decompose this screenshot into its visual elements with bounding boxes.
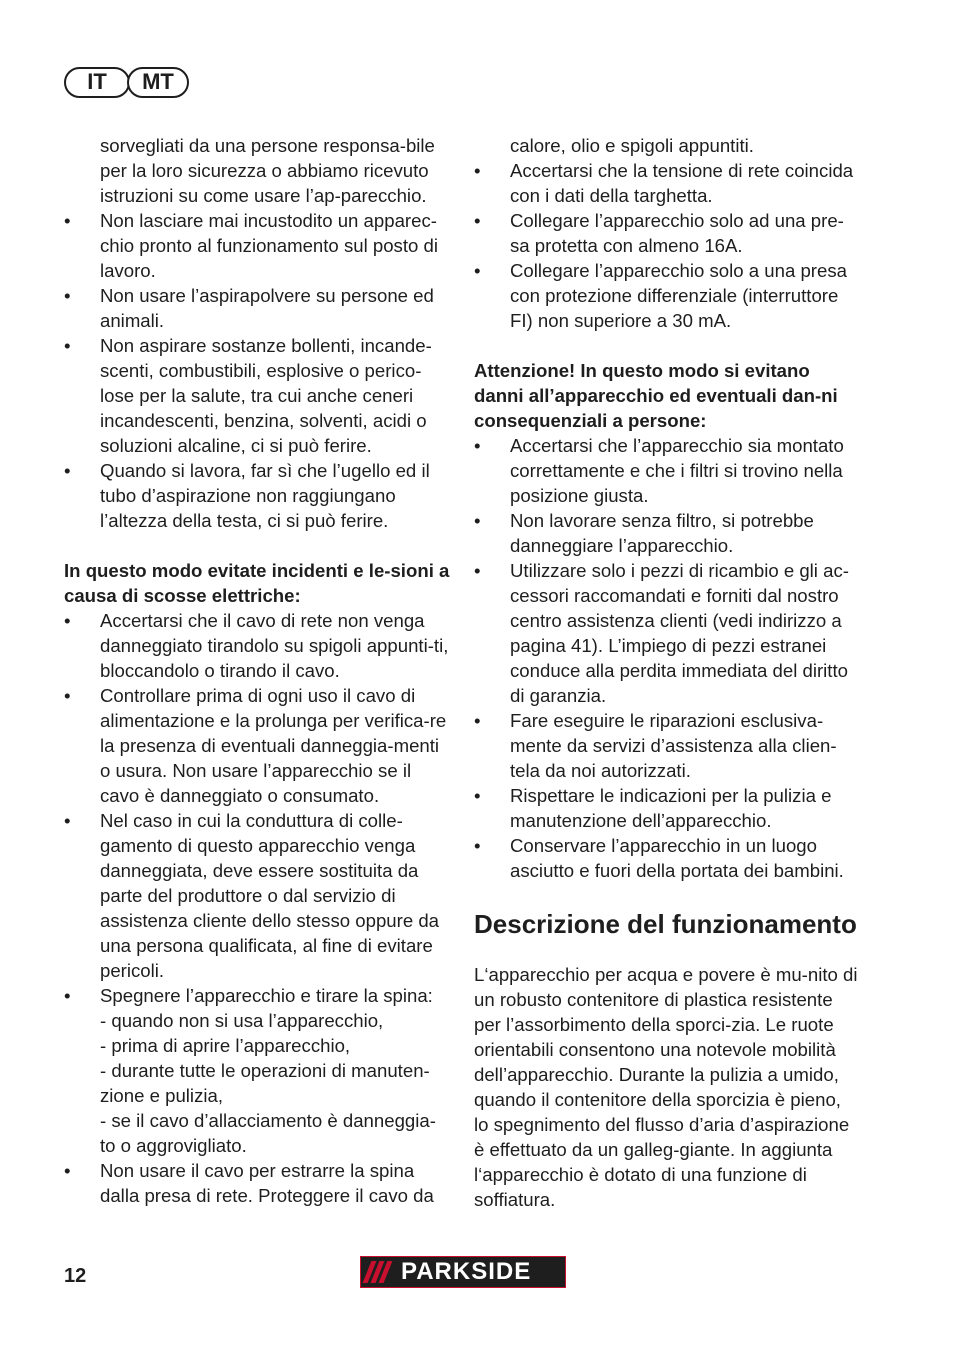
list-item: • Collegare l’apparecchio solo ad una pre-sa protetta con almeno 16A. [474,210,844,256]
intro-continuation: sorvegliati da una persone responsa-bile per la loro sicurezza o abbiamo ricevuto istruzioni su come usare l’ap-parecchio. [100,135,435,206]
list-item: • Accertarsi che il cavo di rete non venga danneggiato tirandolo su spigoli appunti-ti, bloccandolo o tirando il cavo. [64,610,449,681]
list-item: • Quando si lavora, far sì che l’ugello ed il tubo d’aspirazione non raggiungano l’altezza della testa, ci si può ferire. [64,460,430,531]
bullet-icon: • [64,285,71,306]
switch-off-item: - quando non si usa l’apparecchio, [100,1010,384,1031]
right-continuation: calore, olio e spigoli appuntiti. [510,135,754,156]
bullet-icon: • [64,460,71,481]
switch-off-item: - se il cavo d’allacciamento è danneggia-to o aggrovigliato. [100,1110,436,1156]
list-item: • Accertarsi che la tensione di rete coincida con i dati della targhetta. [474,160,854,206]
list-item: • Non lasciare mai incustodito un apparec-chio pronto al funzionamento sul posto di lavoro. [64,210,439,281]
brand-name: PARKSIDE [401,1258,532,1285]
bullet-icon: • [474,560,481,581]
left-column [64,133,450,1208]
parkside-logo [360,1256,566,1288]
attention-heading: Attenzione! In questo modo si evitano danni all’apparecchio ed eventuali dan-ni consequenziali a persone: [474,360,838,431]
bullet-icon: • [474,835,481,856]
safety-list-1 [64,208,450,533]
bullet-icon: • [64,610,71,631]
bullet-icon: • [474,160,481,181]
list-item: • Non usare il cavo per estrarre la spina dalla presa di rete. Proteggere il cavo da [64,1160,434,1206]
switch-off-item: - durante tutte le operazioni di manuten-zione e pulizia, [100,1060,430,1106]
list-item: • Controllare prima di ogni uso il cavo di alimentazione e la prolunga per verifica-re la presenza di eventuali danneggia-menti o usura. Non usare l’apparecchio se il cavo è danneggiato o consumato. [64,685,447,806]
bullet-icon: • [474,710,481,731]
bullet-icon: • [474,435,481,456]
switch-off-intro: Spegnere l’apparecchio e tirare la spina: [100,985,433,1006]
bullet-icon: • [64,985,71,1006]
attention-list [474,433,860,883]
logo-stripes-icon [361,1257,391,1287]
list-item: • Conservare l’apparecchio in un luogo asciutto e fuori della portata dei bambini. [474,835,844,881]
list-item: • Non lavorare senza filtro, si potrebbe danneggiare l’apparecchio. [474,510,814,556]
bullet-icon: • [64,335,71,356]
list-item: • Rispettare le indicazioni per la pulizia e manutenzione dell’apparecchio. [474,785,832,831]
bullet-icon: • [474,260,481,281]
list-item: • Non aspirare sostanze bollenti, incande-scenti, combustibili, esplosive o perico-lose per la salute, tra cui anche ceneri incandescenti, benzina, solventi, acidi o soluzioni alcaline, ci si può ferire. [64,335,432,456]
list-item [64,983,450,1158]
right-column [474,133,860,1212]
switch-off-item: - prima di aprire l’apparecchio, [100,1035,351,1056]
section-body: L‘apparecchio per acqua e povere è mu-nito di un robusto contenitore di plastica resistente per l’assorbimento della sporci-zia. Le ruote orientabili consentono una notevole mobilità dell’apparecchio. Durante la pulizia a umido, quando il contenitore della sporcizia è pieno, lo spegnimento del flusso d’aria d’aspirazione è effettuato da un galleg-giante. In aggiunta l‘apparecchio è dotato di una funzione di soffiatura. [474,964,858,1210]
bullet-icon: • [64,810,71,831]
language-badge-it: IT [64,67,130,98]
language-badge-mt: MT [127,67,189,98]
bullet-icon: • [64,1160,71,1181]
electrical-list [474,158,860,333]
list-item: • Fare eseguire le riparazioni esclusiva-mente da servizi d’assistenza alla clien-tela da noi autorizzati. [474,710,837,781]
list-item: • Nel caso in cui la conduttura di colle-gamento di questo apparecchio venga danneggiata, deve essere sostituita da parte del produttore o dal servizio di assistenza cliente dello stesso oppure da una persona qualificata, al fine di evitare pericoli. [64,810,440,981]
list-item: • Utilizzare solo i pezzi di ricambio e gli ac-cessori raccomandati e forniti dal nostro centro assistenza clienti (vedi indirizzo a pagina 41). L’impiego di pezzi estranei conduce alla perdita immediata del diritto di garanzia. [474,560,849,706]
bullet-icon: • [474,210,481,231]
list-item: • Non usare l’aspirapolvere su persone ed animali. [64,285,434,331]
bullet-icon: • [474,510,481,531]
page-number: 12 [64,1265,87,1287]
bullet-icon: • [64,210,71,231]
safety-list-2 [64,608,450,1208]
list-item: • Accertarsi che l’apparecchio sia montato correttamente e che i filtri si trovino nella posizione giusta. [474,435,844,506]
section-title: Descrizione del funzionamento [474,909,857,939]
electric-shock-heading: In questo modo evitate incidenti e le-sioni a causa di scosse elettriche: [64,560,450,606]
bullet-icon: • [474,785,481,806]
list-item: • Collegare l’apparecchio solo a una presa con protezione differenziale (interruttore FI) non superiore a 30 mA. [474,260,847,331]
bullet-icon: • [64,685,71,706]
